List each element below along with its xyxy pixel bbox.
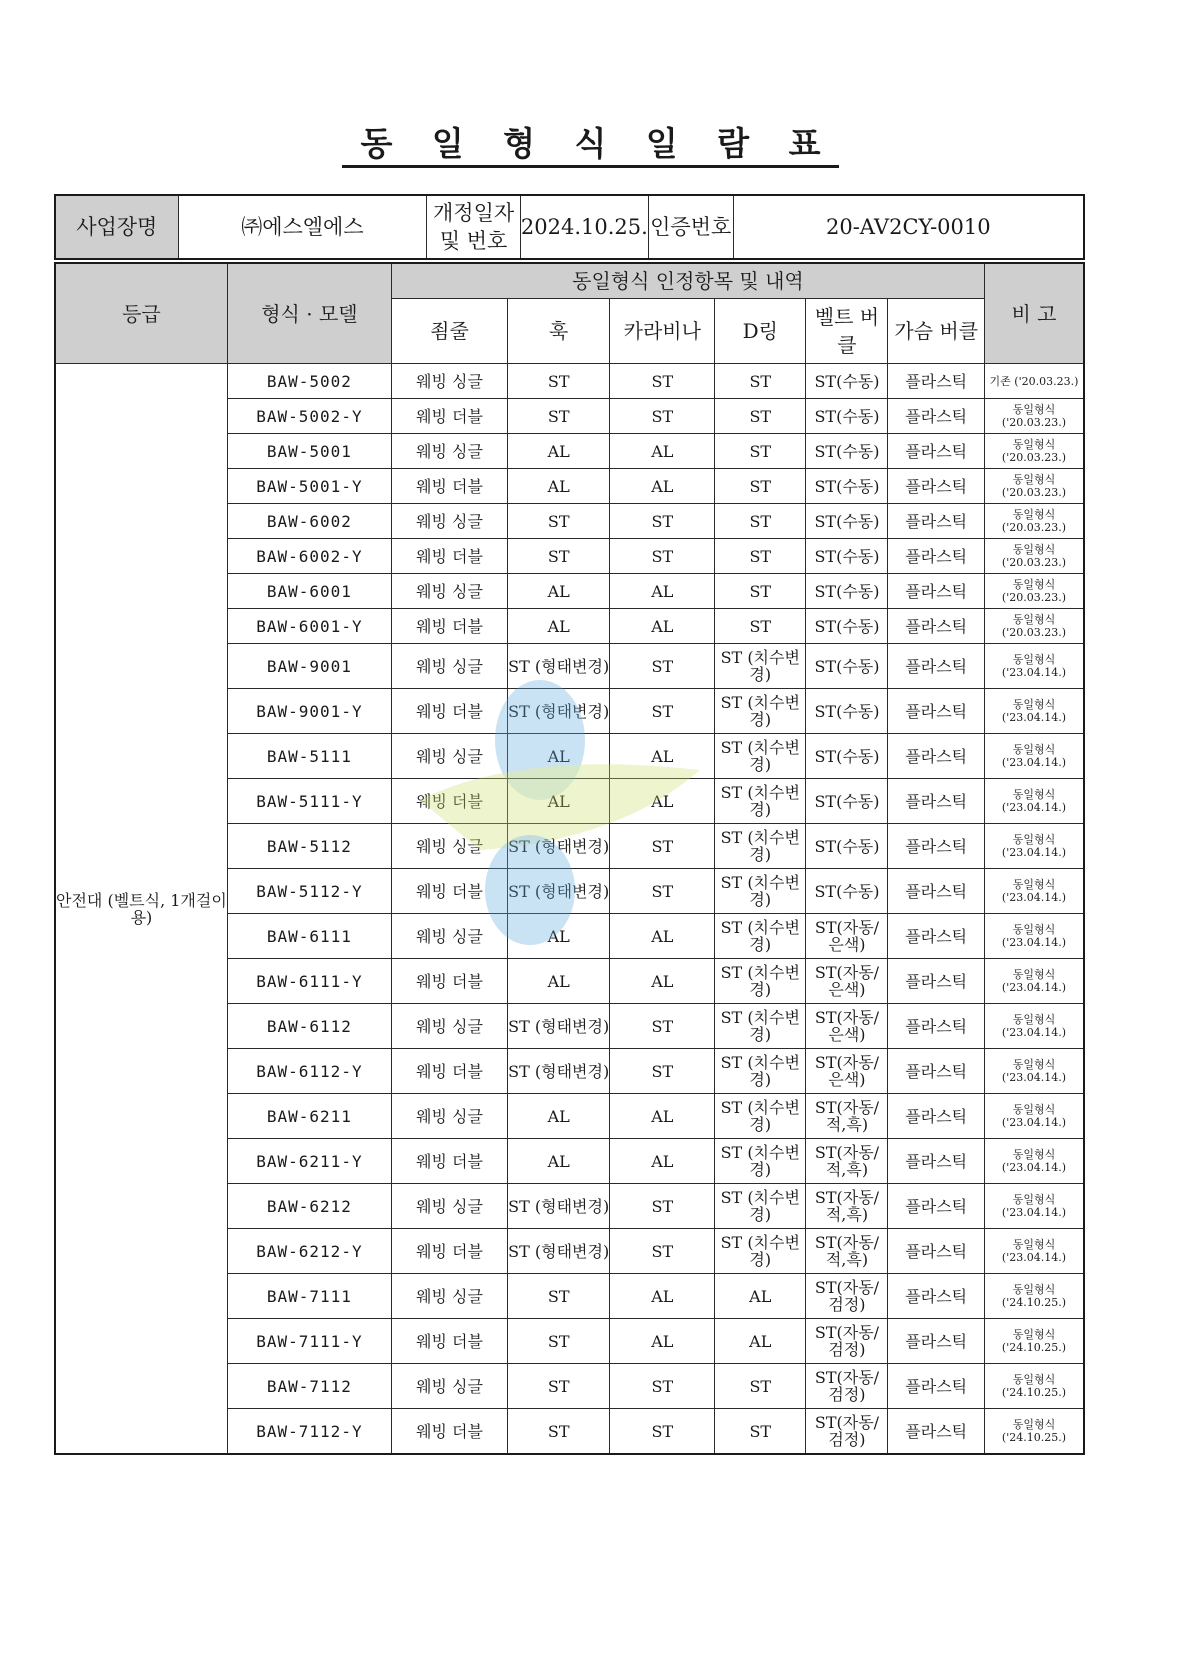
strap-cell: 웨빙 싱글 bbox=[391, 1004, 507, 1049]
model-cell: BAW-5112-Y bbox=[227, 869, 391, 914]
hook-cell: ST (형태변경) bbox=[507, 1184, 610, 1229]
chest-cell: 플라스틱 bbox=[888, 914, 984, 959]
chest-cell: 플라스틱 bbox=[888, 434, 984, 469]
model-cell: BAW-6111 bbox=[227, 914, 391, 959]
carabiner-cell: ST bbox=[610, 689, 715, 734]
note-cell: 동일형식 ('23.04.14.) bbox=[984, 959, 1084, 1004]
belt-cell: ST(자동/ 검정) bbox=[806, 1319, 888, 1364]
col-group: 동일형식 인정항목 및 내역 bbox=[391, 263, 984, 299]
strap-cell: 웨빙 더블 bbox=[391, 1409, 507, 1455]
dring-cell: ST bbox=[715, 399, 806, 434]
chest-cell: 플라스틱 bbox=[888, 539, 984, 574]
hook-cell: ST bbox=[507, 539, 610, 574]
note-cell: 동일형식 ('24.10.25.) bbox=[984, 1409, 1084, 1455]
belt-cell: ST(자동/ 검정) bbox=[806, 1409, 888, 1455]
hook-cell: AL bbox=[507, 1139, 610, 1184]
dring-cell: ST bbox=[715, 504, 806, 539]
col-hook: 훅 bbox=[507, 299, 610, 364]
carabiner-cell: ST bbox=[610, 1184, 715, 1229]
belt-cell: ST(수동) bbox=[806, 434, 888, 469]
belt-cell: ST(자동/ 검정) bbox=[806, 1274, 888, 1319]
strap-cell: 웨빙 싱글 bbox=[391, 434, 507, 469]
model-cell: BAW-6211 bbox=[227, 1094, 391, 1139]
carabiner-cell: AL bbox=[610, 1139, 715, 1184]
dring-cell: ST bbox=[715, 539, 806, 574]
chest-cell: 플라스틱 bbox=[888, 609, 984, 644]
carabiner-cell: ST bbox=[610, 1364, 715, 1409]
chest-cell: 플라스틱 bbox=[888, 734, 984, 779]
model-cell: BAW-9001-Y bbox=[227, 689, 391, 734]
note-cell: 동일형식 ('23.04.14.) bbox=[984, 914, 1084, 959]
hook-cell: ST (형태변경) bbox=[507, 689, 610, 734]
model-cell: BAW-7111 bbox=[227, 1274, 391, 1319]
hook-cell: AL bbox=[507, 779, 610, 824]
dring-cell: ST (치수변경) bbox=[715, 914, 806, 959]
note-cell: 동일형식 ('24.10.25.) bbox=[984, 1319, 1084, 1364]
revision-date: 2024.10.25. bbox=[520, 195, 648, 259]
chest-cell: 플라스틱 bbox=[888, 644, 984, 689]
carabiner-cell: AL bbox=[610, 779, 715, 824]
strap-cell: 웨빙 더블 bbox=[391, 399, 507, 434]
table-row bbox=[55, 364, 1084, 399]
carabiner-cell: AL bbox=[610, 609, 715, 644]
belt-cell: ST(자동/ 은색) bbox=[806, 1004, 888, 1049]
model-cell: BAW-7112 bbox=[227, 1364, 391, 1409]
chest-cell: 플라스틱 bbox=[888, 1409, 984, 1455]
hook-cell: AL bbox=[507, 434, 610, 469]
belt-cell: ST(수동) bbox=[806, 469, 888, 504]
dring-cell: ST (치수변경) bbox=[715, 959, 806, 1004]
chest-cell: 플라스틱 bbox=[888, 1004, 984, 1049]
note-cell: 동일형식 ('23.04.14.) bbox=[984, 734, 1084, 779]
hook-cell: ST bbox=[507, 1274, 610, 1319]
chest-cell: 플라스틱 bbox=[888, 574, 984, 609]
dring-cell: ST (치수변경) bbox=[715, 689, 806, 734]
carabiner-cell: ST bbox=[610, 644, 715, 689]
col-note: 비 고 bbox=[984, 263, 1084, 364]
note-cell: 동일형식 ('20.03.23.) bbox=[984, 504, 1084, 539]
note-cell: 동일형식 ('23.04.14.) bbox=[984, 1229, 1084, 1274]
strap-cell: 웨빙 싱글 bbox=[391, 1094, 507, 1139]
model-cell: BAW-5002 bbox=[227, 364, 391, 399]
belt-cell: ST(수동) bbox=[806, 504, 888, 539]
hook-cell: ST (형태변경) bbox=[507, 1049, 610, 1094]
company-label: 사업장명 bbox=[55, 195, 178, 259]
model-cell: BAW-5112 bbox=[227, 824, 391, 869]
chest-cell: 플라스틱 bbox=[888, 399, 984, 434]
dring-cell: ST (치수변경) bbox=[715, 1184, 806, 1229]
note-cell: 동일형식 ('23.04.14.) bbox=[984, 1049, 1084, 1094]
hook-cell: AL bbox=[507, 574, 610, 609]
belt-cell: ST(자동/ 은색) bbox=[806, 1049, 888, 1094]
strap-cell: 웨빙 싱글 bbox=[391, 824, 507, 869]
chest-cell: 플라스틱 bbox=[888, 779, 984, 824]
strap-cell: 웨빙 더블 bbox=[391, 1049, 507, 1094]
model-cell: BAW-5001 bbox=[227, 434, 391, 469]
belt-cell: ST(자동/ 적,흑) bbox=[806, 1184, 888, 1229]
dring-cell: ST bbox=[715, 434, 806, 469]
hook-cell: ST bbox=[507, 1319, 610, 1364]
strap-cell: 웨빙 싱글 bbox=[391, 914, 507, 959]
dring-cell: ST (치수변경) bbox=[715, 1139, 806, 1184]
strap-cell: 웨빙 싱글 bbox=[391, 574, 507, 609]
strap-cell: 웨빙 더블 bbox=[391, 1229, 507, 1274]
strap-cell: 웨빙 더블 bbox=[391, 1319, 507, 1364]
carabiner-cell: AL bbox=[610, 574, 715, 609]
model-cell: BAW-6111-Y bbox=[227, 959, 391, 1004]
hook-cell: AL bbox=[507, 1094, 610, 1139]
carabiner-cell: AL bbox=[610, 434, 715, 469]
model-cell: BAW-6112 bbox=[227, 1004, 391, 1049]
carabiner-cell: ST bbox=[610, 1004, 715, 1049]
strap-cell: 웨빙 더블 bbox=[391, 779, 507, 824]
hook-cell: ST bbox=[507, 504, 610, 539]
carabiner-cell: AL bbox=[610, 914, 715, 959]
hook-cell: AL bbox=[507, 609, 610, 644]
carabiner-cell: ST bbox=[610, 399, 715, 434]
note-cell: 동일형식 ('23.04.14.) bbox=[984, 824, 1084, 869]
carabiner-cell: ST bbox=[610, 869, 715, 914]
strap-cell: 웨빙 싱글 bbox=[391, 1274, 507, 1319]
note-cell: 동일형식 ('23.04.14.) bbox=[984, 1139, 1084, 1184]
dring-cell: ST bbox=[715, 1364, 806, 1409]
chest-cell: 플라스틱 bbox=[888, 1049, 984, 1094]
hook-cell: ST (형태변경) bbox=[507, 1229, 610, 1274]
note-cell: 기존 ('20.03.23.) bbox=[984, 364, 1084, 399]
model-cell: BAW-7111-Y bbox=[227, 1319, 391, 1364]
col-chest: 가슴 버클 bbox=[888, 299, 984, 364]
hook-cell: AL bbox=[507, 914, 610, 959]
model-cell: BAW-6002 bbox=[227, 504, 391, 539]
chest-cell: 플라스틱 bbox=[888, 1274, 984, 1319]
carabiner-cell: ST bbox=[610, 539, 715, 574]
model-cell: BAW-5001-Y bbox=[227, 469, 391, 504]
strap-cell: 웨빙 더블 bbox=[391, 609, 507, 644]
hook-cell: AL bbox=[507, 734, 610, 779]
carabiner-cell: AL bbox=[610, 734, 715, 779]
note-cell: 동일형식 ('20.03.23.) bbox=[984, 399, 1084, 434]
strap-cell: 웨빙 싱글 bbox=[391, 1184, 507, 1229]
dring-cell: ST (치수변경) bbox=[715, 824, 806, 869]
model-cell: BAW-6001-Y bbox=[227, 609, 391, 644]
page-title: 동 일 형 식 일 람 표 bbox=[0, 118, 1181, 165]
note-cell: 동일형식 ('23.04.14.) bbox=[984, 779, 1084, 824]
belt-cell: ST(수동) bbox=[806, 869, 888, 914]
chest-cell: 플라스틱 bbox=[888, 1229, 984, 1274]
belt-cell: ST(자동/ 은색) bbox=[806, 914, 888, 959]
note-cell: 동일형식 ('23.04.14.) bbox=[984, 644, 1084, 689]
strap-cell: 웨빙 더블 bbox=[391, 869, 507, 914]
carabiner-cell: AL bbox=[610, 1094, 715, 1139]
chest-cell: 플라스틱 bbox=[888, 469, 984, 504]
belt-cell: ST(수동) bbox=[806, 644, 888, 689]
model-cell: BAW-6212 bbox=[227, 1184, 391, 1229]
col-strap: 죔줄 bbox=[391, 299, 507, 364]
company-name: ㈜에스엘에스 bbox=[178, 195, 427, 259]
note-cell: 동일형식 ('23.04.14.) bbox=[984, 1184, 1084, 1229]
carabiner-cell: AL bbox=[610, 469, 715, 504]
carabiner-cell: AL bbox=[610, 1319, 715, 1364]
model-cell: BAW-5111-Y bbox=[227, 779, 391, 824]
hook-cell: ST (형태변경) bbox=[507, 869, 610, 914]
col-grade: 등급 bbox=[55, 263, 227, 364]
note-cell: 동일형식 ('20.03.23.) bbox=[984, 434, 1084, 469]
model-cell: BAW-7112-Y bbox=[227, 1409, 391, 1455]
dring-cell: AL bbox=[715, 1319, 806, 1364]
belt-cell: ST(자동/ 은색) bbox=[806, 959, 888, 1004]
chest-cell: 플라스틱 bbox=[888, 1184, 984, 1229]
dring-cell: ST (치수변경) bbox=[715, 779, 806, 824]
col-model: 형식 · 모델 bbox=[227, 263, 391, 364]
hook-cell: ST (형태변경) bbox=[507, 1004, 610, 1049]
dring-cell: AL bbox=[715, 1274, 806, 1319]
note-cell: 동일형식 ('23.04.14.) bbox=[984, 1004, 1084, 1049]
model-cell: BAW-6211-Y bbox=[227, 1139, 391, 1184]
chest-cell: 플라스틱 bbox=[888, 824, 984, 869]
belt-cell: ST(수동) bbox=[806, 574, 888, 609]
model-cell: BAW-9001 bbox=[227, 644, 391, 689]
chest-cell: 플라스틱 bbox=[888, 364, 984, 399]
strap-cell: 웨빙 더블 bbox=[391, 539, 507, 574]
hook-cell: ST (형태변경) bbox=[507, 644, 610, 689]
strap-cell: 웨빙 싱글 bbox=[391, 734, 507, 779]
model-cell: BAW-6212-Y bbox=[227, 1229, 391, 1274]
note-cell: 동일형식 ('20.03.23.) bbox=[984, 574, 1084, 609]
chest-cell: 플라스틱 bbox=[888, 1139, 984, 1184]
chest-cell: 플라스틱 bbox=[888, 959, 984, 1004]
note-cell: 동일형식 ('20.03.23.) bbox=[984, 539, 1084, 574]
note-cell: 동일형식 ('23.04.14.) bbox=[984, 1094, 1084, 1139]
belt-cell: ST(수동) bbox=[806, 399, 888, 434]
hook-cell: ST (형태변경) bbox=[507, 824, 610, 869]
model-cell: BAW-6001 bbox=[227, 574, 391, 609]
strap-cell: 웨빙 더블 bbox=[391, 689, 507, 734]
dring-cell: ST (치수변경) bbox=[715, 869, 806, 914]
belt-cell: ST(수동) bbox=[806, 734, 888, 779]
dring-cell: ST bbox=[715, 574, 806, 609]
model-cell: BAW-6002-Y bbox=[227, 539, 391, 574]
dring-cell: ST bbox=[715, 469, 806, 504]
cert-number: 20-AV2CY-0010 bbox=[733, 195, 1084, 259]
note-cell: 동일형식 ('20.03.23.) bbox=[984, 609, 1084, 644]
hook-cell: AL bbox=[507, 959, 610, 1004]
carabiner-cell: AL bbox=[610, 1274, 715, 1319]
hook-cell: ST bbox=[507, 364, 610, 399]
strap-cell: 웨빙 더블 bbox=[391, 959, 507, 1004]
model-cell: BAW-6112-Y bbox=[227, 1049, 391, 1094]
dring-cell: ST (치수변경) bbox=[715, 1094, 806, 1139]
dring-cell: ST (치수변경) bbox=[715, 1229, 806, 1274]
model-cell: BAW-5002-Y bbox=[227, 399, 391, 434]
note-cell: 동일형식 ('23.04.14.) bbox=[984, 869, 1084, 914]
carabiner-cell: ST bbox=[610, 1409, 715, 1455]
belt-cell: ST(수동) bbox=[806, 779, 888, 824]
dring-cell: ST bbox=[715, 364, 806, 399]
chest-cell: 플라스틱 bbox=[888, 689, 984, 734]
belt-cell: ST(수동) bbox=[806, 824, 888, 869]
note-cell: 동일형식 ('20.03.23.) bbox=[984, 469, 1084, 504]
chest-cell: 플라스틱 bbox=[888, 1364, 984, 1409]
chest-cell: 플라스틱 bbox=[888, 869, 984, 914]
note-cell: 동일형식 ('24.10.25.) bbox=[984, 1274, 1084, 1319]
chest-cell: 플라스틱 bbox=[888, 504, 984, 539]
carabiner-cell: ST bbox=[610, 1049, 715, 1094]
strap-cell: 웨빙 싱글 bbox=[391, 644, 507, 689]
dring-cell: ST (치수변경) bbox=[715, 734, 806, 779]
revision-label: 개정일자 및 번호 bbox=[427, 195, 521, 259]
model-cell: BAW-5111 bbox=[227, 734, 391, 779]
hook-cell: AL bbox=[507, 469, 610, 504]
dring-cell: ST bbox=[715, 1409, 806, 1455]
hook-cell: ST bbox=[507, 399, 610, 434]
strap-cell: 웨빙 더블 bbox=[391, 469, 507, 504]
dring-cell: ST (치수변경) bbox=[715, 1049, 806, 1094]
strap-cell: 웨빙 싱글 bbox=[391, 504, 507, 539]
belt-cell: ST(수동) bbox=[806, 364, 888, 399]
belt-cell: ST(수동) bbox=[806, 689, 888, 734]
dring-cell: ST (치수변경) bbox=[715, 644, 806, 689]
col-belt: 벨트 버클 bbox=[806, 299, 888, 364]
strap-cell: 웨빙 더블 bbox=[391, 1139, 507, 1184]
carabiner-cell: ST bbox=[610, 364, 715, 399]
strap-cell: 웨빙 싱글 bbox=[391, 364, 507, 399]
grade-cell: 안전대 (벨트식, 1개걸이용) bbox=[55, 364, 227, 1455]
chest-cell: 플라스틱 bbox=[888, 1094, 984, 1139]
hook-cell: ST bbox=[507, 1364, 610, 1409]
strap-cell: 웨빙 싱글 bbox=[391, 1364, 507, 1409]
belt-cell: ST(자동/ 적,흑) bbox=[806, 1229, 888, 1274]
chest-cell: 플라스틱 bbox=[888, 1319, 984, 1364]
belt-cell: ST(자동/ 적,흑) bbox=[806, 1139, 888, 1184]
carabiner-cell: AL bbox=[610, 959, 715, 1004]
equivalent-type-table bbox=[54, 262, 1085, 1455]
cert-label: 인증번호 bbox=[648, 195, 733, 259]
col-carabiner: 카라비나 bbox=[610, 299, 715, 364]
carabiner-cell: ST bbox=[610, 504, 715, 539]
col-dring: D링 bbox=[715, 299, 806, 364]
belt-cell: ST(자동/ 적,흑) bbox=[806, 1094, 888, 1139]
hook-cell: ST bbox=[507, 1409, 610, 1455]
note-cell: 동일형식 ('24.10.25.) bbox=[984, 1364, 1084, 1409]
belt-cell: ST(자동/ 검정) bbox=[806, 1364, 888, 1409]
dring-cell: ST bbox=[715, 609, 806, 644]
belt-cell: ST(수동) bbox=[806, 609, 888, 644]
note-cell: 동일형식 ('23.04.14.) bbox=[984, 689, 1084, 734]
dring-cell: ST (치수변경) bbox=[715, 1004, 806, 1049]
carabiner-cell: ST bbox=[610, 824, 715, 869]
belt-cell: ST(수동) bbox=[806, 539, 888, 574]
header-table bbox=[54, 194, 1085, 260]
carabiner-cell: ST bbox=[610, 1229, 715, 1274]
